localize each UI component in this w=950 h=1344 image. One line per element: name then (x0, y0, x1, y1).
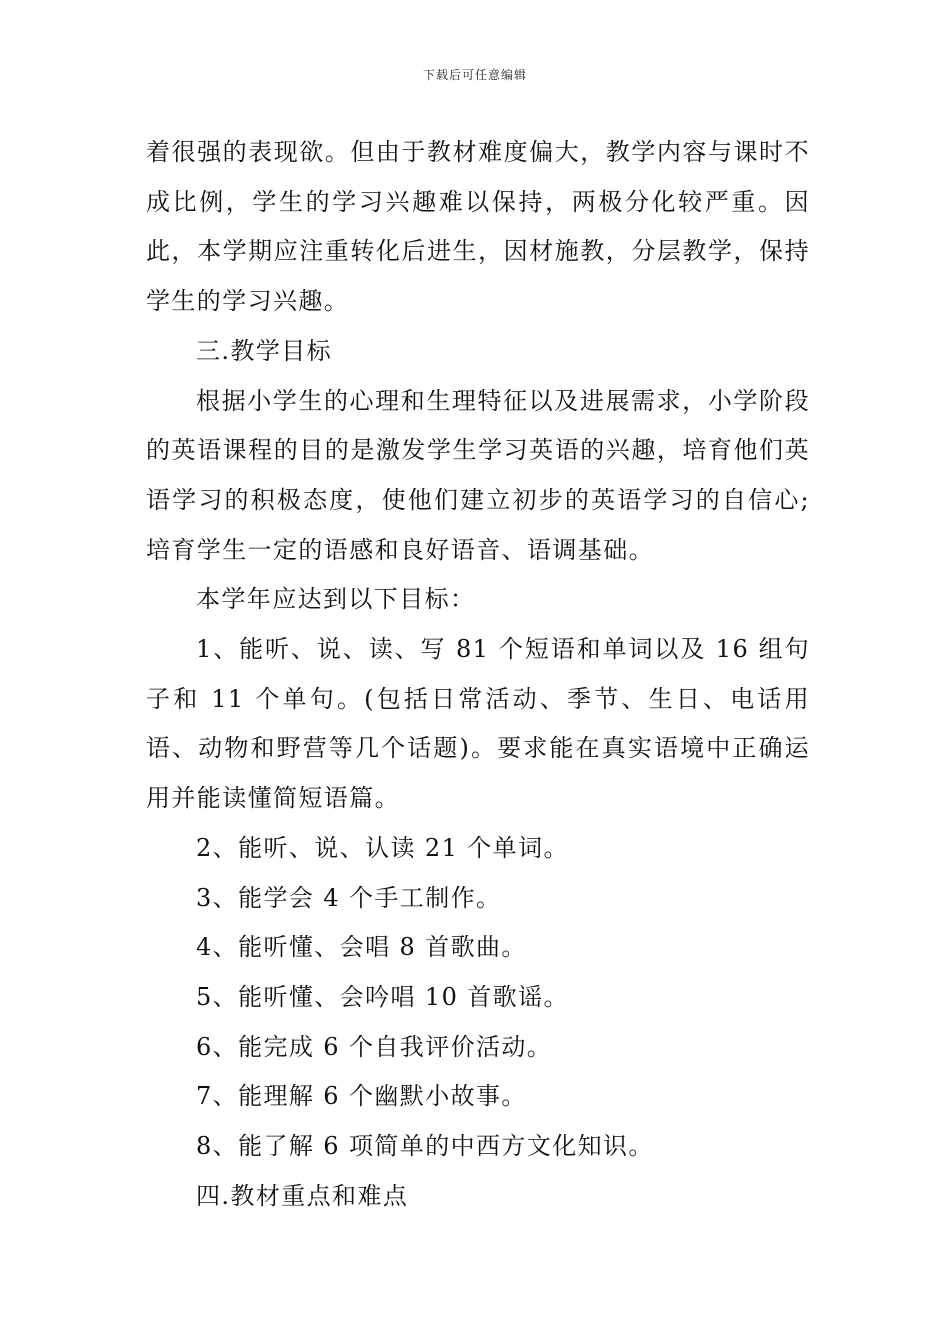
document-body (146, 128, 810, 1221)
section-heading-key-points: 四.教材重点和难点 (196, 1181, 409, 1210)
list-item-goal-1: 1、能听、说、读、写 81 个短语和单词以及 16 组句子和 11 个单句。(包括日常活动、季节、生日、电话用语、动物和野营等几个话题)。要求能在真实语境中正确运用并能读懂简短语篇。 (146, 635, 810, 813)
section-heading-teaching-goals: 三.教学目标 (196, 336, 333, 365)
list-item-goal-8: 8、能了解 6 项简单的中西方文化知识。 (196, 1132, 654, 1161)
list-item-goal-5: 5、能听懂、会吟唱 10 首歌谣。 (196, 982, 569, 1011)
page-header: 下载后可任意编辑 (422, 68, 527, 82)
paragraph-continuation: 着很强的表现欲。但由于教材难度偏大，教学内容与课时不成比例，学生的学习兴趣难以保持，两极分化较严重。因此，本学期应注重转化后进生，因材施教，分层教学，保持学生的学习兴趣。 (146, 138, 810, 316)
list-item-goal-3: 3、能学会 4 个手工制作。 (196, 883, 502, 912)
list-item-goal-2: 2、能听、说、认读 21 个单词。 (196, 833, 569, 862)
paragraph-goals-intro: 根据小学生的心理和生理特征以及进展需求，小学阶段的英语课程的目的是激发学生学习英语的兴趣，培育他们英语学习的积极态度，使他们建立初步的英语学习的自信心;培育学生一定的语感和良好语音、语调基础。 (146, 386, 810, 564)
list-item-goal-6: 6、能完成 6 个自我评价活动。 (196, 1032, 553, 1061)
list-item-goal-4: 4、能听懂、会唱 8 首歌曲。 (196, 933, 527, 962)
paragraph-year-targets: 本学年应达到以下目标： (196, 585, 476, 614)
list-item-goal-7: 7、能理解 6 个幽默小故事。 (196, 1082, 527, 1111)
